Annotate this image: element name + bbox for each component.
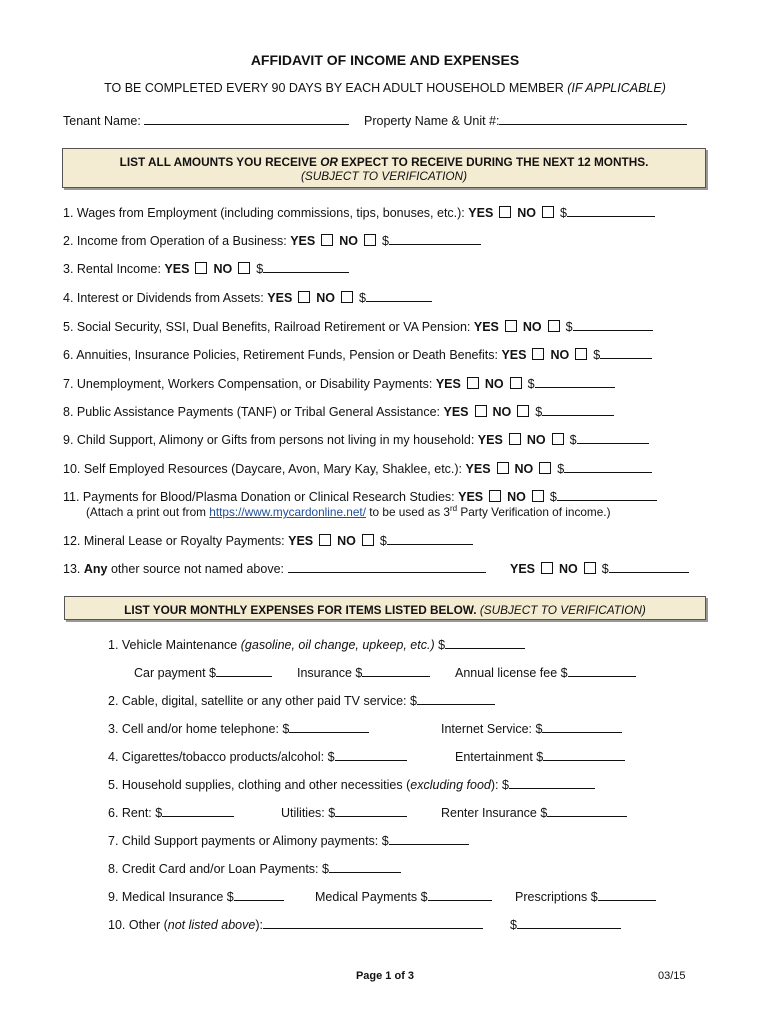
- amount-field[interactable]: [389, 232, 481, 245]
- no-label: NO: [517, 206, 537, 220]
- expense-label: Prescriptions $: [515, 890, 598, 904]
- tenant-name-row: [63, 112, 349, 128]
- amount-field[interactable]: [509, 776, 595, 789]
- dollar-sign: $: [256, 262, 264, 276]
- amount-field[interactable]: [389, 832, 469, 845]
- other-expense-field[interactable]: [263, 916, 483, 929]
- expense-label: ):: [255, 918, 263, 932]
- income-row-5: [63, 318, 653, 334]
- expense-row-3: [108, 720, 369, 736]
- amount-field[interactable]: [567, 204, 655, 217]
- yes-label: YES: [288, 534, 314, 548]
- income-label: 3. Rental Income:: [63, 262, 161, 276]
- expense-banner-italic: (SUBJECT TO VERIFICATION): [479, 603, 646, 617]
- yes-label: YES: [477, 433, 503, 447]
- expense-label: 2. Cable, digital, satellite or any other paid TV service: $: [108, 694, 417, 708]
- amount-field[interactable]: [428, 888, 492, 901]
- no-checkbox[interactable]: [364, 234, 376, 246]
- no-label: NO: [507, 490, 526, 504]
- note-text: Party Verification of income.): [460, 504, 611, 519]
- yes-label: YES: [164, 262, 190, 276]
- subtitle-italic: (IF APPLICABLE): [567, 81, 666, 95]
- expense-label: 8. Credit Card and/or Loan Payments: $: [108, 862, 329, 876]
- expense-row-1-insurance: [297, 664, 430, 680]
- amount-field[interactable]: [263, 260, 349, 273]
- expense-banner-text: LIST YOUR MONTHLY EXPENSES FOR ITEMS LISTED BELOW.: [124, 603, 477, 617]
- yes-checkbox[interactable]: [505, 320, 517, 332]
- no-label: NO: [559, 562, 578, 576]
- income-any: Any: [83, 562, 108, 576]
- yes-label: YES: [267, 291, 293, 305]
- subtitle-text: TO BE COMPLETED EVERY 90 DAYS BY EACH ADULT HOUSEHOLD MEMBER: [104, 81, 564, 95]
- expense-italic: not listed above: [167, 918, 256, 932]
- no-label: NO: [339, 234, 358, 248]
- expense-label: 1. Vehicle Maintenance: [108, 638, 238, 652]
- dollar-sign: $: [527, 377, 535, 391]
- expense-row-8: [108, 860, 401, 876]
- income-banner-subject: (SUBJECT TO VERIFICATION): [300, 169, 468, 183]
- dollar-sign: $: [379, 534, 387, 548]
- expense-label: Utilities: $: [281, 806, 336, 820]
- dollar-sign: $: [549, 490, 557, 504]
- income-banner-b: EXPECT TO RECEIVE DURING THE NEXT 12 MONTHS.: [341, 155, 649, 169]
- yes-label: YES: [290, 234, 316, 248]
- no-checkbox[interactable]: [362, 534, 374, 546]
- yes-label: YES: [510, 562, 536, 576]
- expense-row-5: [108, 776, 595, 792]
- expense-label: 5. Household supplies, clothing and other necessities (: [108, 778, 411, 792]
- amount-field[interactable]: [362, 664, 430, 677]
- yes-checkbox[interactable]: [195, 262, 207, 274]
- income-label: 1. Wages from Employment (including commissions, tips, bonuses, etc.):: [63, 206, 465, 220]
- yes-checkbox[interactable]: [475, 405, 487, 417]
- expense-label: 10. Other (: [108, 918, 168, 932]
- expense-italic: excluding food: [410, 778, 491, 792]
- income-label: 2. Income from Operation of a Business:: [63, 234, 287, 248]
- income-row-4: [63, 289, 432, 305]
- no-checkbox[interactable]: [548, 320, 560, 332]
- dollar-sign: $: [601, 562, 609, 576]
- expense-label: 4. Cigarettes/tobacco products/alcohol: $: [108, 750, 335, 764]
- no-label: NO: [213, 262, 233, 276]
- income-row-12: [63, 532, 473, 548]
- yes-checkbox[interactable]: [467, 377, 479, 389]
- note-text: (Attach a print out from: [86, 504, 206, 519]
- expense-row-4: [108, 748, 407, 764]
- yes-label: YES: [473, 320, 499, 334]
- expense-row-3-internet: [441, 720, 622, 736]
- income-row-2: [63, 232, 481, 248]
- income-row-9: [63, 431, 649, 447]
- yes-label: YES: [458, 490, 484, 504]
- tenant-name-label: Tenant Name:: [63, 114, 141, 128]
- expense-row-9: [108, 888, 284, 904]
- dollar-sign: $: [560, 206, 567, 220]
- yes-checkbox[interactable]: [499, 206, 511, 218]
- no-checkbox[interactable]: [584, 562, 596, 574]
- income-banner-or: OR: [320, 155, 338, 169]
- expense-row-6-utilities: [281, 804, 407, 820]
- no-checkbox[interactable]: [552, 433, 564, 445]
- amount-field[interactable]: [535, 375, 615, 388]
- amount-field[interactable]: [547, 804, 627, 817]
- expense-label: ): $: [490, 778, 509, 792]
- expense-row-6-renter: [441, 804, 627, 820]
- yes-checkbox[interactable]: [321, 234, 333, 246]
- amount-field[interactable]: [162, 804, 234, 817]
- amount-field[interactable]: [366, 289, 432, 302]
- amount-field[interactable]: [335, 748, 407, 761]
- amount-field[interactable]: [335, 804, 407, 817]
- no-checkbox[interactable]: [510, 377, 522, 389]
- property-row: [364, 112, 687, 128]
- page-number: Page 1 of 3: [355, 970, 415, 982]
- expense-banner: [64, 596, 706, 620]
- no-label: NO: [484, 377, 504, 391]
- amount-field[interactable]: [417, 692, 495, 705]
- income-label: other source not named above:: [110, 562, 285, 576]
- yes-checkbox[interactable]: [541, 562, 553, 574]
- expense-label: 3. Cell and/or home telephone: $: [108, 722, 290, 736]
- amount-field[interactable]: [609, 560, 689, 573]
- expense-row-10-amount: [510, 916, 621, 932]
- no-label: NO: [522, 320, 542, 334]
- expense-row-1-car: [134, 664, 272, 680]
- income-label: 6. Annuities, Insurance Policies, Retirement Funds, Pension or Death Benefits:: [63, 348, 498, 362]
- expense-label: Car payment $: [134, 666, 216, 680]
- dollar-sign: $: [569, 433, 577, 447]
- expense-row-9-prescriptions: [515, 888, 656, 904]
- income-label: 7. Unemployment, Workers Compensation, or Disability Payments:: [63, 377, 433, 391]
- yes-checkbox[interactable]: [509, 433, 521, 445]
- no-checkbox[interactable]: [539, 462, 551, 474]
- expense-label: Insurance $: [297, 666, 363, 680]
- amount-field[interactable]: [216, 664, 272, 677]
- form-title: AFFIDAVIT OF INCOME AND EXPENSES: [250, 52, 520, 68]
- no-label: NO: [492, 405, 512, 419]
- income-label: 10. Self Employed Resources (Daycare, Avon, Mary Kay, Shaklee, etc.):: [63, 462, 463, 476]
- amount-field[interactable]: [543, 748, 625, 761]
- dollar-sign: $: [438, 638, 446, 652]
- amount-field[interactable]: [568, 664, 636, 677]
- yes-label: YES: [435, 377, 461, 391]
- expense-label: Annual license fee $: [455, 666, 568, 680]
- income-row-6: [63, 346, 652, 362]
- expense-label: Renter Insurance $: [441, 806, 548, 820]
- income-row-7: [63, 375, 615, 391]
- yes-label: YES: [468, 206, 494, 220]
- no-checkbox[interactable]: [542, 206, 554, 218]
- expense-label: 7. Child Support payments or Alimony payments: $: [108, 834, 389, 848]
- expense-label: Entertainment $: [455, 750, 544, 764]
- expense-row-9-medical: [315, 888, 492, 904]
- expense-italic: (gasoline, oil change, upkeep, etc.): [240, 638, 435, 652]
- no-checkbox[interactable]: [532, 490, 544, 502]
- property-label: Property Name & Unit #:: [364, 114, 500, 128]
- mycardonline-link[interactable]: https://www.mycardonline.net/: [209, 504, 366, 519]
- note-text: to be used as 3: [369, 504, 450, 519]
- income-row-1: [63, 204, 655, 220]
- income-row-13-controls: [510, 560, 689, 576]
- yes-label: YES: [501, 348, 527, 362]
- no-label: NO: [526, 433, 546, 447]
- amount-field[interactable]: [387, 532, 473, 545]
- expense-label: Internet Service: $: [441, 722, 543, 736]
- expense-row-1: [108, 636, 525, 652]
- expense-label: 6. Rent: $: [108, 806, 163, 820]
- amount-field[interactable]: [329, 860, 401, 873]
- yes-label: YES: [465, 462, 491, 476]
- yes-label: YES: [443, 405, 469, 419]
- dollar-sign: $: [359, 291, 366, 305]
- no-checkbox[interactable]: [517, 405, 529, 417]
- amount-field[interactable]: [542, 403, 614, 416]
- no-checkbox[interactable]: [575, 348, 587, 360]
- expense-row-4-entertainment: [455, 748, 625, 764]
- expense-row-10: [108, 916, 483, 932]
- dollar-sign: $: [510, 918, 517, 932]
- amount-field[interactable]: [517, 916, 621, 929]
- no-checkbox[interactable]: [238, 262, 250, 274]
- income-row-11: [63, 488, 657, 504]
- amount-field[interactable]: [557, 488, 657, 501]
- expense-row-7: [108, 832, 469, 848]
- income-row-13: [63, 560, 486, 576]
- dollar-sign: $: [381, 234, 389, 248]
- expense-label: 9. Medical Insurance $: [108, 890, 234, 904]
- yes-checkbox[interactable]: [319, 534, 331, 546]
- no-checkbox[interactable]: [341, 291, 353, 303]
- expense-label: Medical Payments $: [315, 890, 428, 904]
- income-row-8: [63, 403, 614, 419]
- amount-field[interactable]: [289, 720, 369, 733]
- amount-field[interactable]: [573, 318, 653, 331]
- dollar-sign: $: [535, 405, 543, 419]
- amount-field[interactable]: [542, 720, 622, 733]
- yes-checkbox[interactable]: [497, 462, 509, 474]
- yes-checkbox[interactable]: [532, 348, 544, 360]
- income-label: 4. Interest or Dividends from Assets:: [63, 291, 264, 305]
- form-date: 03/15: [658, 970, 686, 982]
- dollar-sign: $: [593, 348, 601, 362]
- property-field[interactable]: [499, 112, 687, 125]
- amount-field[interactable]: [445, 636, 525, 649]
- form-subtitle: [0, 81, 770, 95]
- expense-row-1-license: [455, 664, 636, 680]
- amount-field[interactable]: [600, 346, 652, 359]
- income-label: 11. Payments for Blood/Plasma Donation or Clinical Research Studies:: [63, 490, 455, 504]
- amount-field[interactable]: [598, 888, 656, 901]
- income-row-11-note: [86, 504, 611, 519]
- income-label: 9. Child Support, Alimony or Gifts from persons not living in my household:: [63, 433, 475, 447]
- note-superscript: rd: [449, 504, 458, 513]
- income-row-3: [63, 260, 349, 276]
- income-number: 13.: [63, 562, 81, 576]
- income-banner: [62, 148, 706, 188]
- income-label: 12. Mineral Lease or Royalty Payments:: [63, 534, 285, 548]
- dollar-sign: $: [557, 462, 565, 476]
- income-label: 8. Public Assistance Payments (TANF) or Tribal General Assistance:: [63, 405, 440, 419]
- no-label: NO: [514, 462, 534, 476]
- expense-row-2: [108, 692, 495, 708]
- tenant-name-field[interactable]: [144, 112, 349, 125]
- amount-field[interactable]: [564, 460, 652, 473]
- income-row-10: [63, 460, 652, 476]
- no-label: NO: [337, 534, 356, 548]
- no-label: NO: [316, 291, 336, 305]
- amount-field[interactable]: [577, 431, 649, 444]
- yes-checkbox[interactable]: [298, 291, 310, 303]
- amount-field[interactable]: [234, 888, 284, 901]
- yes-checkbox[interactable]: [489, 490, 501, 502]
- income-label: 5. Social Security, SSI, Dual Benefits, Railroad Retirement or VA Pension:: [63, 320, 471, 334]
- income-banner-a: LIST ALL AMOUNTS YOU RECEIVE: [119, 155, 317, 169]
- other-source-field[interactable]: [288, 560, 486, 573]
- no-label: NO: [550, 348, 570, 362]
- dollar-sign: $: [565, 320, 573, 334]
- expense-row-6: [108, 804, 234, 820]
